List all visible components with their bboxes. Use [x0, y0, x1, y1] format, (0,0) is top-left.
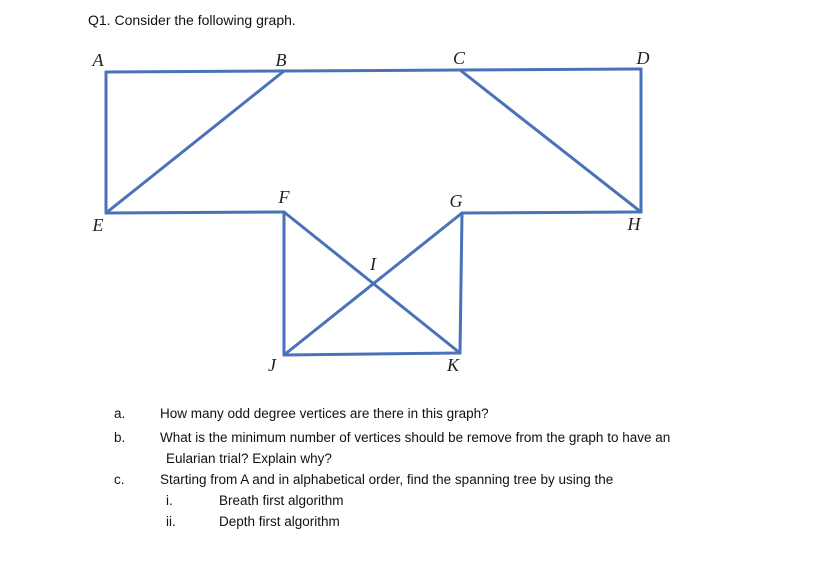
subquestion-i-marker: i.: [166, 493, 173, 508]
edge-j-k: [284, 353, 460, 355]
question-c-marker: c.: [114, 472, 125, 487]
edge-c-h: [460, 70, 641, 212]
question-b-marker: b.: [114, 430, 126, 445]
vertex-label-e: E: [92, 215, 104, 235]
edge-g-h: [462, 212, 641, 213]
vertex-label-a: A: [92, 50, 104, 70]
vertex-label-j: J: [268, 355, 276, 375]
edge-e-f: [106, 212, 284, 213]
edge-f-k: [284, 212, 460, 353]
vertex-label-i: I: [370, 254, 376, 274]
vertex-label-k: K: [446, 355, 460, 375]
vertex-label-d: D: [636, 48, 650, 68]
vertex-label-b: B: [275, 50, 287, 70]
edge-c-d: [460, 69, 641, 70]
edge-g-k: [460, 213, 462, 353]
question-b-text-line1: What is the minimum number of vertices should be remove from the graph to have an: [160, 430, 671, 445]
subquestion-ii-marker: ii.: [166, 514, 176, 529]
subquestion-ii-text: Depth first algorithm: [219, 514, 340, 529]
edge-b-e: [106, 71, 284, 213]
question-a-text: How many odd degree vertices are there in this graph?: [160, 406, 489, 421]
question-c-text: Starting from A and in alphabetical order, find the spanning tree by using the: [160, 472, 614, 487]
edge-a-b: [106, 71, 284, 72]
vertex-label-c: C: [452, 48, 466, 68]
vertex-label-f: F: [278, 187, 290, 207]
subquestion-i-text: Breath first algorithm: [219, 493, 344, 508]
vertex-label-g: G: [449, 191, 463, 211]
graph-edges: [106, 69, 641, 355]
vertex-label-h: H: [627, 214, 641, 234]
question-heading: Q1. Consider the following graph.: [88, 12, 296, 28]
edge-b-c: [284, 70, 460, 71]
question-b-text-line2: Eularian trial? Explain why?: [166, 451, 332, 466]
question-a-marker: a.: [114, 406, 126, 421]
